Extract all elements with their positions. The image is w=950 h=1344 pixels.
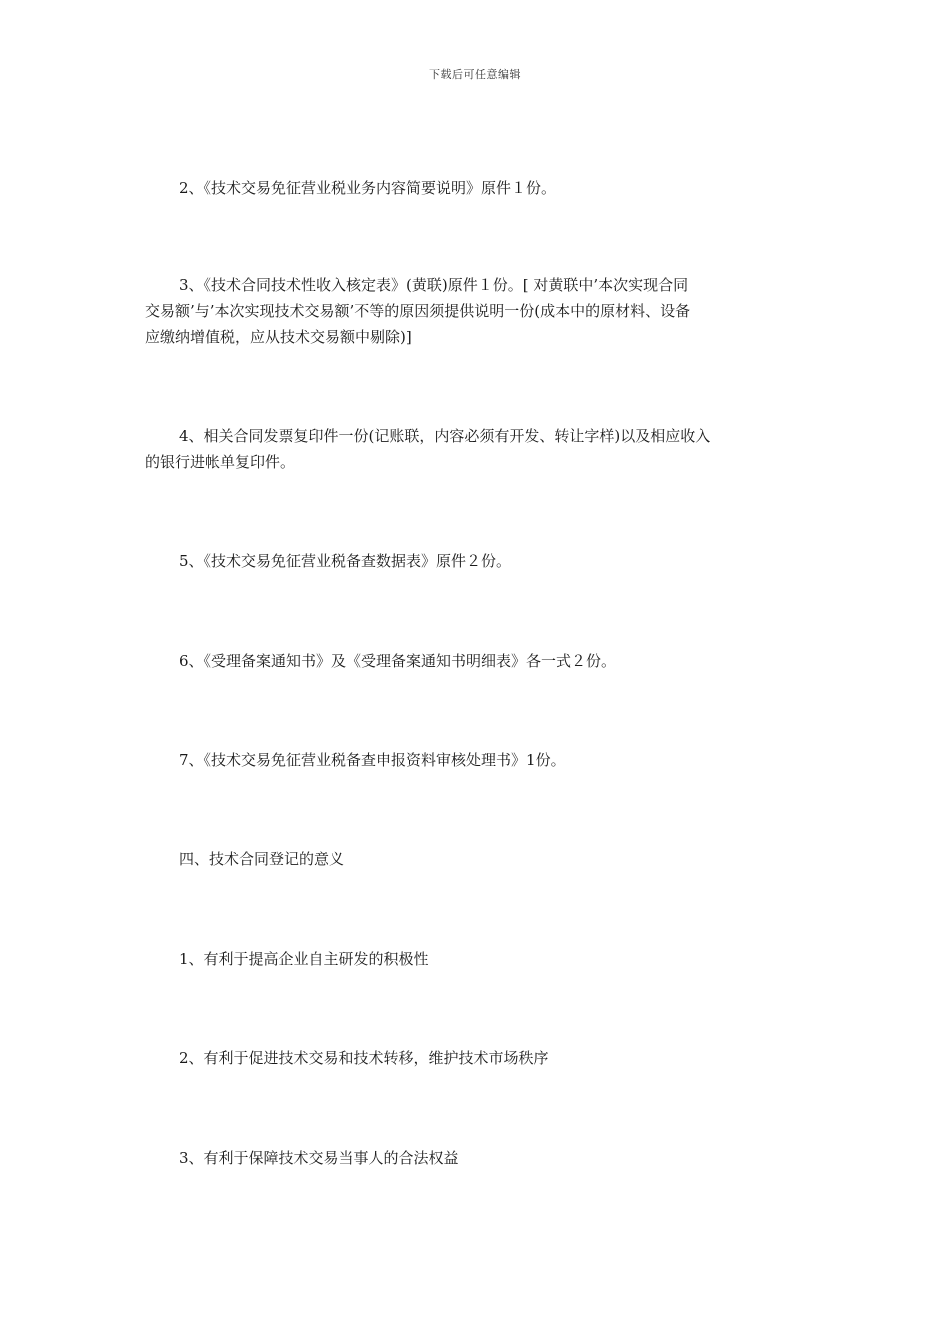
paragraph-text: 1、有利于提高企业自主研发的积极性 [179,950,429,968]
significance-item-1 [145,946,810,972]
paragraph-line: 3、《技术合同技术性收入核定表》(黄联)原件１份。[ 对黄联中’本次实现合同 [179,276,689,294]
list-item-6 [145,648,810,674]
paragraph-text: 2、有利于促进技术交易和技术转移，维护技术市场秩序 [179,1049,549,1067]
paragraph-text: 3、有利于保障技术交易当事人的合法权益 [179,1149,459,1167]
page-header: 下载后可任意编辑 [429,68,521,81]
paragraph-line: 的银行进帐单复印件。 [145,453,296,471]
paragraph-line: 应缴纳增值税，应从技术交易额中剔除)] [145,328,412,346]
list-item-2 [145,175,810,201]
list-item-4 [145,423,810,475]
significance-item-2 [145,1045,810,1071]
paragraph-text: 7、《技术交易免征营业税备查申报资料审核处理书》1份。 [179,751,566,769]
heading-text: 四、技术合同登记的意义 [179,850,345,868]
section-heading [145,846,810,872]
paragraph-text: 6、《受理备案通知书》及《受理备案通知书明细表》各一式２份。 [179,652,617,670]
paragraph-text: 2、《技术交易免征营业税业务内容简要说明》原件１份。 [179,179,557,197]
paragraph-line: 4、相关合同发票复印件一份(记账联，内容必须有开发、转让字样)以及相应收入 [179,427,711,445]
list-item-5 [145,548,810,574]
paragraph-text: 5、《技术交易免征营业税备查数据表》原件２份。 [179,552,512,570]
significance-item-3 [145,1145,810,1171]
list-item-7 [145,747,810,773]
paragraph-line: 交易额’与’本次实现技术交易额’不等的原因须提供说明一份(成本中的原材料、设备 [145,302,691,320]
list-item-3 [145,272,810,350]
